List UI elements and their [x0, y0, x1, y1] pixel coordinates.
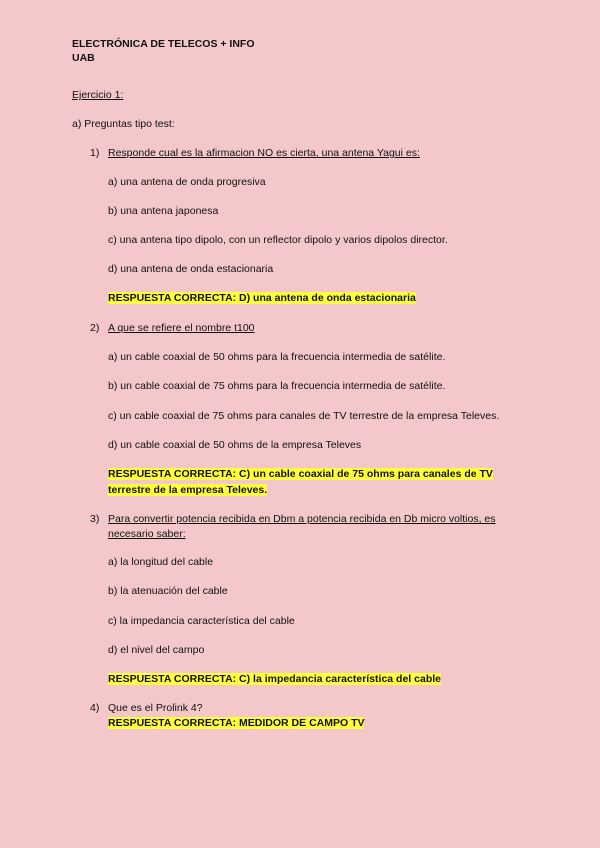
question-2-option-b: b) un cable coaxial de 75 ohms para la frecuencia intermedia de satélite.	[108, 380, 446, 392]
question-2-option-c: c) un cable coaxial de 75 ohms para canales de TV terrestre de la empresa Televes.	[108, 410, 500, 422]
question-3-option-a: a) la longitud del cable	[108, 556, 214, 568]
question-3-text-line1: Para convertir potencia recibida en Dbm a potencia recibida en Db micro voltios, es	[108, 513, 496, 525]
question-3-option-c: c) la impedancia característica del cable	[108, 615, 295, 627]
question-4-answer: RESPUESTA CORRECTA: MEDIDOR DE CAMPO TV	[108, 717, 365, 729]
question-1-answer: RESPUESTA CORRECTA: D) una antena de onda estacionaria	[108, 292, 416, 304]
question-2-number: 2)	[90, 322, 100, 334]
question-4-number: 4)	[90, 702, 100, 714]
question-2-answer-line2: terrestre de la empresa Televes.	[108, 484, 268, 496]
question-3-option-b: b) la atenuación del cable	[108, 585, 228, 597]
question-2-option-d: d) un cable coaxial de 50 ohms de la empresa Televes	[108, 439, 362, 451]
question-3-option-d: d) el nivel del campo	[108, 644, 205, 656]
question-1-option-b: b) una antena japonesa	[108, 205, 219, 217]
section-intro: a) Preguntas tipo test:	[72, 118, 175, 130]
question-3-text-line2: necesario saber:	[108, 528, 186, 540]
question-1-option-c: c) una antena tipo dipolo, con un reflector dipolo y varios dipolos director.	[108, 234, 448, 246]
question-4-text: Que es el Prolink 4?	[108, 702, 203, 714]
question-1-option-d: d) una antena de onda estacionaria	[108, 263, 274, 275]
question-3-number: 3)	[90, 513, 100, 525]
question-1-number: 1)	[90, 147, 100, 159]
question-1-text: Responde cual es la afirmacion NO es cierta, una antena Yagui es:	[108, 147, 420, 159]
document-title: ELECTRÓNICA DE TELECOS + INFO	[72, 38, 255, 50]
question-2-option-a: a) un cable coaxial de 50 ohms para la frecuencia intermedia de satélite.	[108, 351, 446, 363]
question-3-answer: RESPUESTA CORRECTA: C) la impedancia característica del cable	[108, 673, 441, 685]
section-title: Ejercicio 1:	[72, 89, 124, 101]
question-2-answer-line1: RESPUESTA CORRECTA: C) un cable coaxial de 75 ohms para canales de TV	[108, 468, 493, 480]
question-2-text: A que se refiere el nombre t100	[108, 322, 255, 334]
question-1-option-a: a) una antena de onda progresiva	[108, 176, 266, 188]
document-subtitle: UAB	[72, 52, 95, 64]
